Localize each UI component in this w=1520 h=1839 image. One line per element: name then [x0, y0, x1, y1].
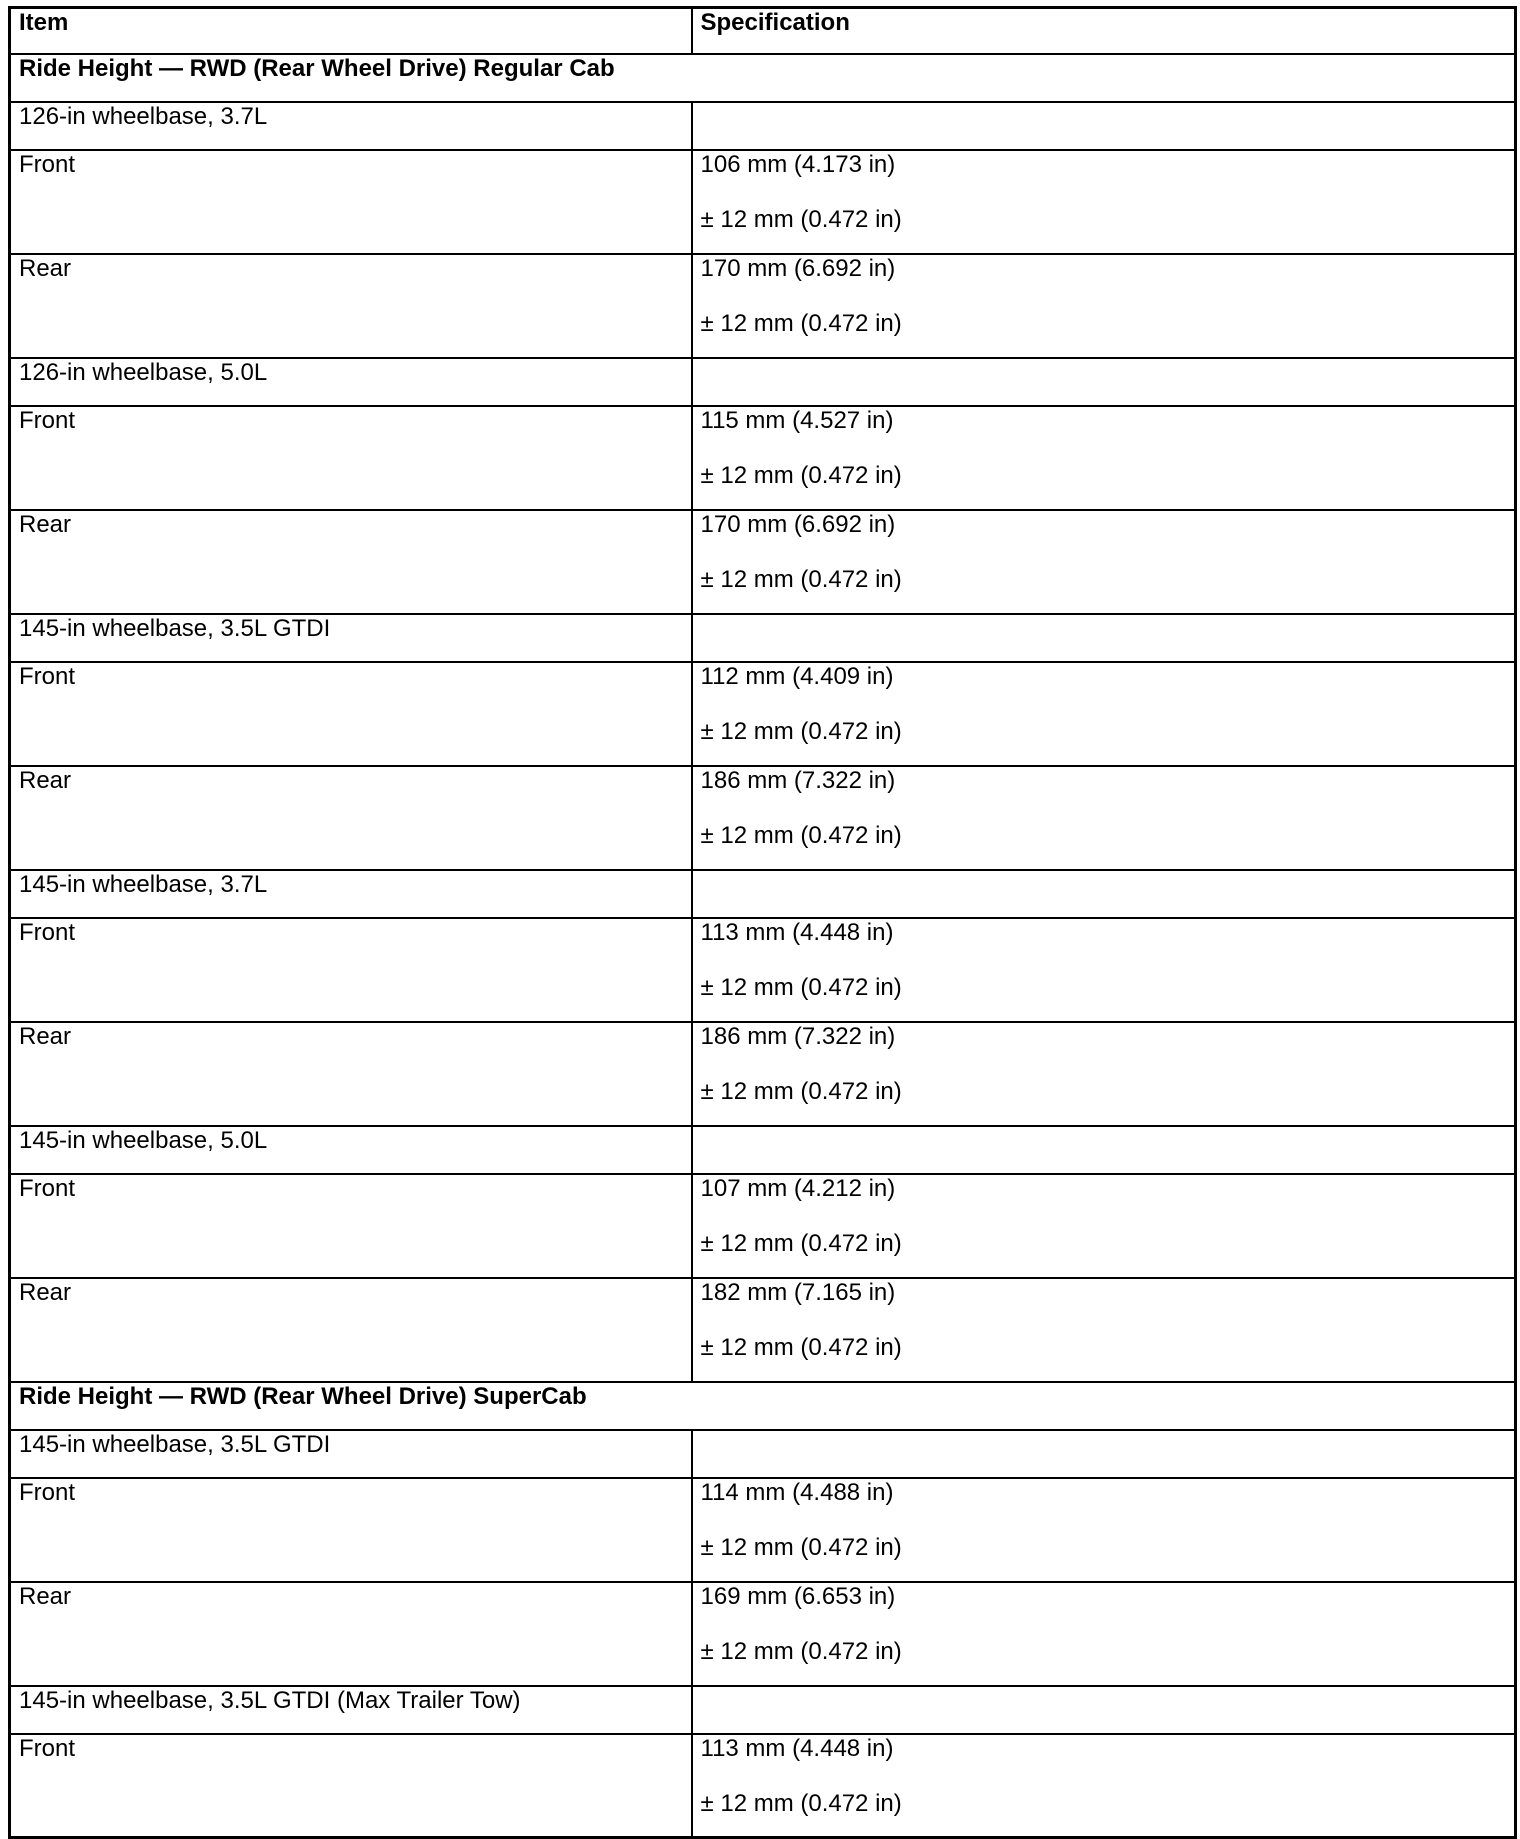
specification-tolerance: ± 12 mm (0.472 in) [700, 205, 902, 233]
configuration-label: 126-in wheelbase, 5.0L [10, 358, 692, 406]
specification-cell [692, 510, 1516, 614]
specification-cell [692, 1278, 1516, 1382]
section-header-label: Ride Height — RWD (Rear Wheel Drive) SuperCab [10, 1382, 1516, 1430]
configuration-row [10, 102, 1516, 150]
measurement-row [10, 1734, 1516, 1838]
configuration-label: 145-in wheelbase, 5.0L [10, 1126, 692, 1174]
measurement-position-label: Front [10, 1478, 692, 1582]
specification-tolerance: ± 12 mm (0.472 in) [700, 1077, 902, 1105]
table-body [10, 54, 1516, 1838]
configuration-label: 145-in wheelbase, 3.5L GTDI [10, 1430, 692, 1478]
specification-cell [692, 1582, 1516, 1686]
specification-tolerance: ± 12 mm (0.472 in) [700, 1637, 902, 1665]
measurement-row [10, 662, 1516, 766]
column-header-item: Item [10, 8, 692, 54]
configuration-row [10, 614, 1516, 662]
specification-tolerance: ± 12 mm (0.472 in) [700, 1533, 902, 1561]
table-header-row [10, 8, 1516, 54]
specification-value: 170 mm (6.692 in) [700, 254, 896, 282]
specification-cell [692, 150, 1516, 254]
section-header-row [10, 1382, 1516, 1430]
measurement-position-label: Front [10, 1734, 692, 1838]
measurement-position-label: Rear [10, 254, 692, 358]
configuration-row [10, 1126, 1516, 1174]
section-header-row [10, 54, 1516, 102]
measurement-position-label: Front [10, 406, 692, 510]
specification-cell [692, 1478, 1516, 1582]
measurement-row [10, 1582, 1516, 1686]
configuration-row [10, 1430, 1516, 1478]
measurement-position-label: Front [10, 150, 692, 254]
measurement-position-label: Rear [10, 766, 692, 870]
specification-value: 115 mm (4.527 in) [700, 406, 894, 434]
specification-tolerance: ± 12 mm (0.472 in) [700, 565, 902, 593]
spec-table [8, 6, 1517, 1839]
empty-spec-cell [692, 1430, 1516, 1478]
measurement-position-label: Rear [10, 1278, 692, 1382]
measurement-row [10, 1478, 1516, 1582]
specification-cell [692, 406, 1516, 510]
specification-value: 113 mm (4.448 in) [700, 918, 894, 946]
specification-cell [692, 1734, 1516, 1838]
configuration-label: 145-in wheelbase, 3.5L GTDI [10, 614, 692, 662]
specification-tolerance: ± 12 mm (0.472 in) [700, 821, 902, 849]
specification-value: 112 mm (4.409 in) [700, 662, 894, 690]
measurement-row [10, 1174, 1516, 1278]
measurement-row [10, 510, 1516, 614]
specification-cell [692, 766, 1516, 870]
measurement-position-label: Front [10, 662, 692, 766]
measurement-position-label: Rear [10, 1582, 692, 1686]
specification-tolerance: ± 12 mm (0.472 in) [700, 973, 902, 1001]
specification-value: 170 mm (6.692 in) [700, 510, 896, 538]
specification-value: 186 mm (7.322 in) [700, 766, 896, 794]
empty-spec-cell [692, 1126, 1516, 1174]
specification-tolerance: ± 12 mm (0.472 in) [700, 717, 902, 745]
measurement-position-label: Front [10, 918, 692, 1022]
specification-cell [692, 1022, 1516, 1126]
configuration-label: 145-in wheelbase, 3.5L GTDI (Max Trailer Tow) [10, 1686, 692, 1734]
empty-spec-cell [692, 102, 1516, 150]
configuration-row [10, 1686, 1516, 1734]
measurement-position-label: Rear [10, 1022, 692, 1126]
empty-spec-cell [692, 870, 1516, 918]
measurement-row [10, 766, 1516, 870]
specification-tolerance: ± 12 mm (0.472 in) [700, 1333, 902, 1361]
specification-tolerance: ± 12 mm (0.472 in) [700, 1229, 902, 1257]
measurement-row [10, 1022, 1516, 1126]
specification-cell [692, 662, 1516, 766]
empty-spec-cell [692, 614, 1516, 662]
specification-value: 169 mm (6.653 in) [700, 1582, 896, 1610]
specification-cell [692, 918, 1516, 1022]
specification-value: 114 mm (4.488 in) [700, 1478, 894, 1506]
empty-spec-cell [692, 358, 1516, 406]
specification-value: 182 mm (7.165 in) [700, 1278, 896, 1306]
specification-tolerance: ± 12 mm (0.472 in) [700, 1789, 902, 1817]
section-header-label: Ride Height — RWD (Rear Wheel Drive) Regular Cab [10, 54, 1516, 102]
configuration-label: 145-in wheelbase, 3.7L [10, 870, 692, 918]
empty-spec-cell [692, 1686, 1516, 1734]
configuration-row [10, 358, 1516, 406]
specification-cell [692, 254, 1516, 358]
column-header-specification: Specification [692, 8, 1516, 54]
specification-cell [692, 1174, 1516, 1278]
specification-tolerance: ± 12 mm (0.472 in) [700, 309, 902, 337]
specification-value: 113 mm (4.448 in) [700, 1734, 894, 1762]
measurement-position-label: Rear [10, 510, 692, 614]
configuration-row [10, 870, 1516, 918]
specification-value: 106 mm (4.173 in) [700, 150, 896, 178]
measurement-row [10, 1278, 1516, 1382]
measurement-position-label: Front [10, 1174, 692, 1278]
measurement-row [10, 918, 1516, 1022]
specification-value: 107 mm (4.212 in) [700, 1174, 896, 1202]
configuration-label: 126-in wheelbase, 3.7L [10, 102, 692, 150]
measurement-row [10, 254, 1516, 358]
measurement-row [10, 150, 1516, 254]
specification-tolerance: ± 12 mm (0.472 in) [700, 461, 902, 489]
measurement-row [10, 406, 1516, 510]
specification-value: 186 mm (7.322 in) [700, 1022, 896, 1050]
